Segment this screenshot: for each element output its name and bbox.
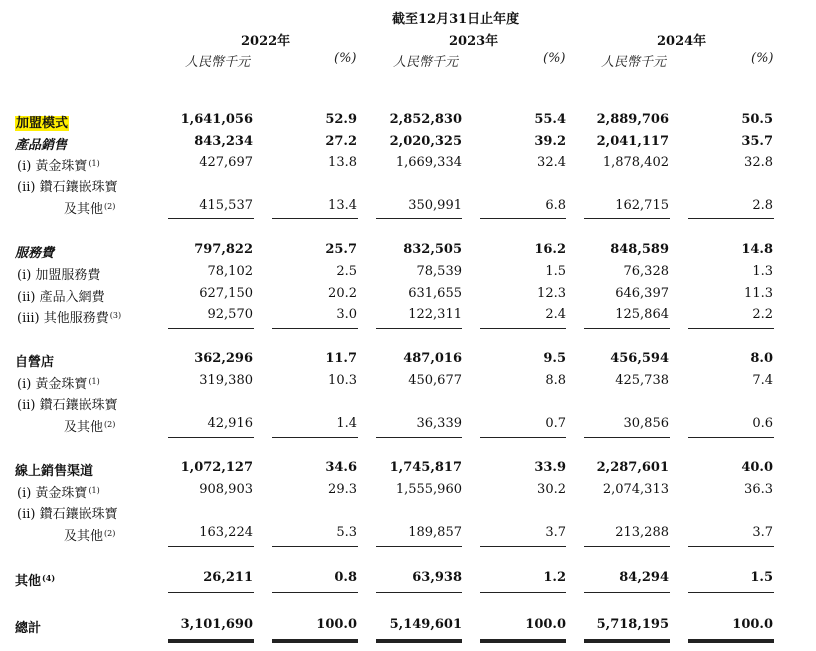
- product-sales-2022-pct: 27.2: [325, 134, 357, 149]
- online-diamond-2023-amount: 189,857: [408, 525, 462, 540]
- franchise-2023-pct: 55.4: [534, 112, 566, 127]
- online-2024-pct: 40.0: [741, 460, 773, 475]
- online-gold-2022-amount: 908,903: [199, 482, 253, 497]
- underline-service-2024-amount: [584, 328, 670, 329]
- underline-online-2023-pct: [480, 546, 566, 547]
- self-diamond-label-line2: 及其他$^{(2)}$: [64, 420, 116, 435]
- self-operated-2022-amount: 362,296: [194, 351, 253, 366]
- service-fee-2022-amount: 797,822: [194, 242, 253, 257]
- franchise-diamond-2023-pct: 6.8: [545, 198, 566, 213]
- total-2023-amount: 5,149,601: [389, 617, 462, 632]
- underline-others-2022-amount: [168, 592, 254, 593]
- service-fee-product-2024-amount: 646,397: [615, 286, 669, 301]
- self-gold-2022-amount: 319,380: [199, 373, 253, 388]
- underline-online-2023-amount: [376, 546, 462, 547]
- unit-amount-2022: 人民幣千元: [185, 55, 251, 70]
- underline-online-2022-pct: [272, 546, 358, 547]
- online-diamond-2022-pct: 5.3: [336, 525, 357, 540]
- total-2023-pct: 100.0: [525, 617, 566, 632]
- self-operated-2022-pct: 11.7: [325, 351, 357, 366]
- double-underline-total-2024-pct: [688, 639, 774, 643]
- service-fee-other-2024-amount: 125,864: [615, 307, 669, 322]
- self-gold-2024-pct: 7.4: [752, 373, 773, 388]
- service-fee-product-2023-amount: 631,655: [408, 286, 462, 301]
- franchise-2022-amount: 1,641,056: [180, 112, 253, 127]
- franchise-2022-pct: 52.9: [325, 112, 357, 127]
- underline-service-2023-amount: [376, 328, 462, 329]
- franchise-gold-label: (i) 黃金珠寶$^{(1)}$: [17, 159, 100, 174]
- self-diamond-label-line1: (ii) 鑽石鑲嵌珠寶: [17, 398, 118, 413]
- others-2022-pct: 0.8: [334, 570, 357, 585]
- online-diamond-2023-pct: 3.7: [545, 525, 566, 540]
- others-2022-amount: 26,211: [203, 570, 253, 585]
- double-underline-total-2024-amount: [584, 639, 670, 643]
- self-gold-2022-pct: 10.3: [328, 373, 357, 388]
- self-diamond-2022-pct: 1.4: [336, 416, 357, 431]
- total-label: 總計: [15, 621, 42, 636]
- franchise-gold-2023-amount: 1,669,334: [395, 155, 462, 170]
- underline-franchise-2022-pct: [272, 218, 358, 219]
- service-fee-2024-amount: 848,589: [610, 242, 669, 257]
- franchise-gold-2022-amount: 427,697: [199, 155, 253, 170]
- double-underline-total-2022-amount: [168, 639, 254, 643]
- service-fee-product-2024-pct: 11.3: [744, 286, 773, 301]
- year-2023-header: 2023年: [449, 34, 499, 49]
- underline-self-2023-pct: [480, 437, 566, 438]
- service-fee-product-2022-amount: 627,150: [199, 286, 253, 301]
- service-fee-other-label: (iii) 其他服務費$^{(3)}$: [17, 311, 122, 326]
- service-fee-label: 服務費: [15, 246, 55, 261]
- underline-self-2023-amount: [376, 437, 462, 438]
- service-fee-franchise-2022-amount: 78,102: [207, 264, 253, 279]
- underline-service-2022-pct: [272, 328, 358, 329]
- unit-amount-2023: 人民幣千元: [393, 55, 459, 70]
- underline-franchise-2024-amount: [584, 218, 670, 219]
- online-gold-2024-pct: 36.3: [744, 482, 773, 497]
- online-gold-2023-pct: 30.2: [537, 482, 566, 497]
- year-2024-header: 2024年: [657, 34, 707, 49]
- self-operated-2024-pct: 8.0: [750, 351, 773, 366]
- service-fee-2023-amount: 832,505: [403, 242, 462, 257]
- unit-amount-2024: 人民幣千元: [601, 55, 667, 70]
- product-sales-label: 產品銷售: [15, 138, 68, 153]
- underline-service-2023-pct: [480, 328, 566, 329]
- product-sales-2023-amount: 2,020,325: [389, 134, 462, 149]
- unit-pct-2024: (%): [751, 51, 774, 66]
- service-fee-other-2024-pct: 2.2: [752, 307, 773, 322]
- service-fee-other-2022-amount: 92,570: [207, 307, 253, 322]
- online-gold-2022-pct: 29.3: [328, 482, 357, 497]
- online-diamond-2024-pct: 3.7: [752, 525, 773, 540]
- service-fee-2023-pct: 16.2: [534, 242, 566, 257]
- underline-self-2022-amount: [168, 437, 254, 438]
- unit-pct-2022: (%): [334, 51, 357, 66]
- franchise-gold-2023-pct: 32.4: [537, 155, 566, 170]
- underline-franchise-2024-pct: [688, 218, 774, 219]
- self-gold-2024-amount: 425,738: [615, 373, 669, 388]
- service-fee-other-2023-pct: 2.4: [545, 307, 566, 322]
- self-diamond-2024-amount: 30,856: [623, 416, 669, 431]
- others-2024-pct: 1.5: [750, 570, 773, 585]
- total-2022-pct: 100.0: [316, 617, 357, 632]
- underline-others-2023-amount: [376, 592, 462, 593]
- self-diamond-2024-pct: 0.6: [752, 416, 773, 431]
- others-2024-amount: 84,294: [619, 570, 669, 585]
- underline-others-2022-pct: [272, 592, 358, 593]
- franchise-diamond-2024-amount: 162,715: [615, 198, 669, 213]
- underline-self-2024-pct: [688, 437, 774, 438]
- service-fee-product-2022-pct: 20.2: [328, 286, 357, 301]
- online-label: 線上銷售渠道: [15, 464, 94, 479]
- online-diamond-label-line1: (ii) 鑽石鑲嵌珠寶: [17, 507, 118, 522]
- double-underline-total-2023-amount: [376, 639, 462, 643]
- underline-franchise-2023-pct: [480, 218, 566, 219]
- service-fee-franchise-label: (i) 加盟服務費: [17, 268, 101, 283]
- service-fee-other-2023-amount: 122,311: [408, 307, 462, 322]
- self-operated-label: 自營店: [15, 355, 55, 370]
- double-underline-total-2023-pct: [480, 639, 566, 643]
- product-sales-2023-pct: 39.2: [534, 134, 566, 149]
- self-gold-2023-amount: 450,677: [408, 373, 462, 388]
- underline-others-2024-pct: [688, 592, 774, 593]
- self-diamond-2023-pct: 0.7: [545, 416, 566, 431]
- unit-pct-2023: (%): [543, 51, 566, 66]
- self-operated-2023-pct: 9.5: [543, 351, 566, 366]
- total-2022-amount: 3,101,690: [180, 617, 253, 632]
- self-operated-2024-amount: 456,594: [610, 351, 669, 366]
- franchise-gold-2024-pct: 32.8: [744, 155, 773, 170]
- service-fee-franchise-2022-pct: 2.5: [336, 264, 357, 279]
- franchise-diamond-label-line1: (ii) 鑽石鑲嵌珠寶: [17, 180, 118, 195]
- underline-franchise-2022-amount: [168, 218, 254, 219]
- online-2023-pct: 33.9: [534, 460, 566, 475]
- franchise-diamond-2022-amount: 415,537: [199, 198, 253, 213]
- service-fee-franchise-2024-amount: 76,328: [623, 264, 669, 279]
- product-sales-2024-pct: 35.7: [741, 134, 773, 149]
- service-fee-franchise-2024-pct: 1.3: [752, 264, 773, 279]
- service-fee-franchise-2023-pct: 1.5: [545, 264, 566, 279]
- underline-franchise-2023-amount: [376, 218, 462, 219]
- franchise-2024-amount: 2,889,706: [596, 112, 669, 127]
- product-sales-2024-amount: 2,041,117: [596, 134, 669, 149]
- others-2023-pct: 1.2: [543, 570, 566, 585]
- self-gold-2023-pct: 8.8: [545, 373, 566, 388]
- online-diamond-2024-amount: 213,288: [615, 525, 669, 540]
- year-2022-header: 2022年: [241, 34, 291, 49]
- self-gold-label: (i) 黃金珠寶$^{(1)}$: [17, 377, 100, 392]
- franchise-gold-2022-pct: 13.8: [328, 155, 357, 170]
- service-fee-product-label: (ii) 產品入網費: [17, 290, 105, 305]
- underline-others-2024-amount: [584, 592, 670, 593]
- online-gold-2024-amount: 2,074,313: [602, 482, 669, 497]
- self-diamond-2023-amount: 36,339: [416, 416, 462, 431]
- online-gold-2023-amount: 1,555,960: [395, 482, 462, 497]
- product-sales-2022-amount: 843,234: [194, 134, 253, 149]
- online-2024-amount: 2,287,601: [596, 460, 669, 475]
- service-fee-2024-pct: 14.8: [741, 242, 773, 257]
- others-label: 其他$^{(4)}$: [15, 573, 56, 589]
- underline-online-2024-amount: [584, 546, 670, 547]
- online-gold-label: (i) 黃金珠寶$^{(1)}$: [17, 486, 100, 501]
- double-underline-total-2022-pct: [272, 639, 358, 643]
- self-operated-2023-amount: 487,016: [403, 351, 462, 366]
- others-2023-amount: 63,938: [412, 570, 462, 585]
- total-2024-pct: 100.0: [732, 617, 773, 632]
- franchise-gold-2024-amount: 1,878,402: [602, 155, 669, 170]
- franchise-diamond-2024-pct: 2.8: [752, 198, 773, 213]
- total-2024-amount: 5,718,195: [596, 617, 669, 632]
- franchise-2023-amount: 2,852,830: [389, 112, 462, 127]
- service-fee-other-2022-pct: 3.0: [336, 307, 357, 322]
- underline-service-2024-pct: [688, 328, 774, 329]
- underline-others-2023-pct: [480, 592, 566, 593]
- franchise-diamond-label-line2: 及其他$^{(2)}$: [64, 202, 116, 217]
- underline-service-2022-amount: [168, 328, 254, 329]
- service-fee-product-2023-pct: 12.3: [537, 286, 566, 301]
- online-2023-amount: 1,745,817: [389, 460, 462, 475]
- underline-online-2022-amount: [168, 546, 254, 547]
- underline-self-2022-pct: [272, 437, 358, 438]
- franchise-diamond-2022-pct: 13.4: [328, 198, 357, 213]
- online-diamond-2022-amount: 163,224: [199, 525, 253, 540]
- service-fee-2022-pct: 25.7: [325, 242, 357, 257]
- underline-online-2024-pct: [688, 546, 774, 547]
- franchise-diamond-2023-amount: 350,991: [408, 198, 462, 213]
- self-diamond-2022-amount: 42,916: [207, 416, 253, 431]
- franchise-2024-pct: 50.5: [741, 112, 773, 127]
- online-2022-amount: 1,072,127: [180, 460, 253, 475]
- franchise-label: 加盟模式: [16, 116, 69, 131]
- service-fee-franchise-2023-amount: 78,539: [416, 264, 462, 279]
- period-header: 截至12月31日止年度: [392, 12, 520, 27]
- underline-self-2024-amount: [584, 437, 670, 438]
- online-diamond-label-line2: 及其他$^{(2)}$: [64, 529, 116, 544]
- online-2022-pct: 34.6: [325, 460, 357, 475]
